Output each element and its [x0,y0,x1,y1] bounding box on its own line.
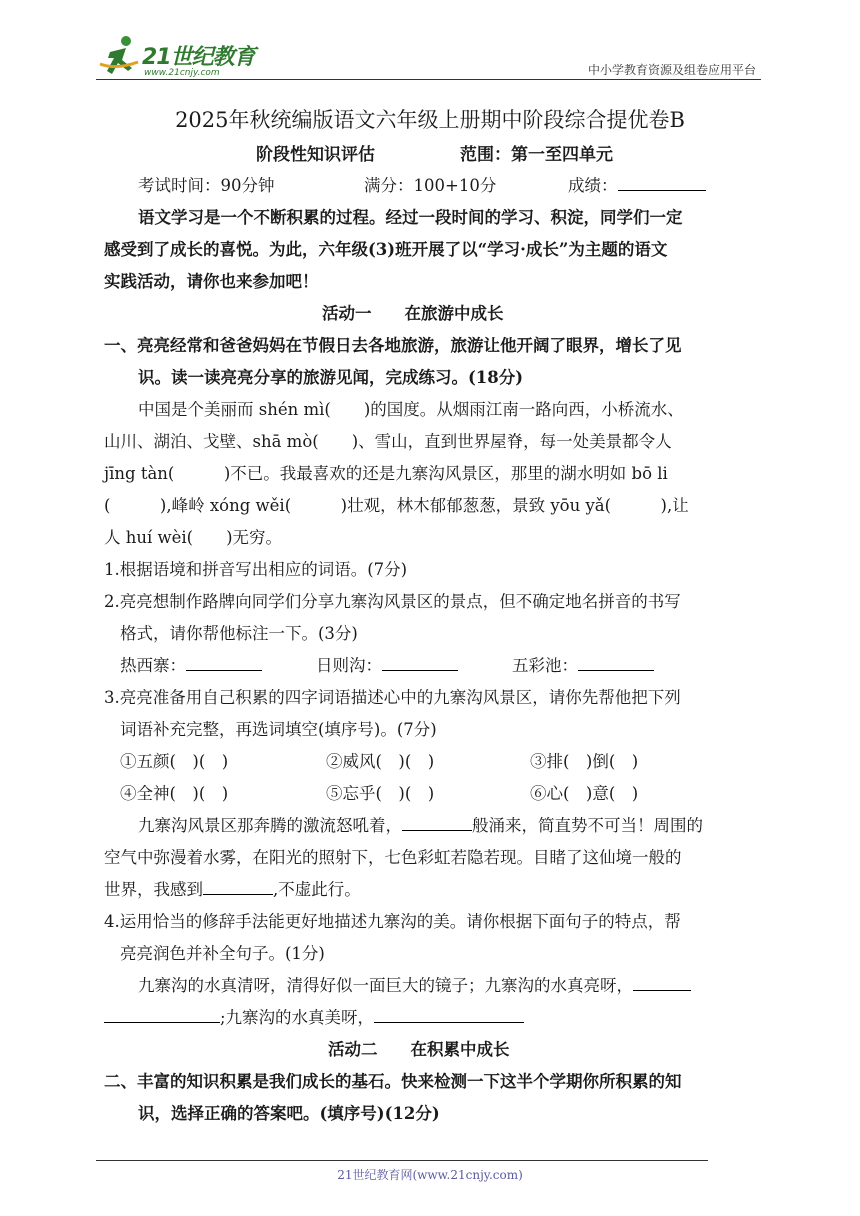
q4-blank-1b[interactable] [104,1006,220,1023]
q4-sentence-text-b: ;九寨沟的水真美呀， [220,1008,375,1027]
question-2-line-1: 2.亮亮想制作路牌向同学们分享九寨沟风景区的景点，但不确定地名拼音的书写 [104,592,681,611]
exam-score-label [568,172,706,196]
q3-blank-2[interactable] [203,878,273,895]
q2-item-2-label: 日则沟： [316,656,382,675]
q3-blank-1[interactable] [402,814,472,831]
q3-option-5: ⑤忘乎( )( ) [326,784,435,803]
q2-item-3-label: 五彩池： [512,656,578,675]
intro-line-2: 感受到了成长的喜悦。为此，六年级(3)班开展了以“学习·成长”为主题的语文 [104,240,668,259]
subtitle-right: 范围：第一至四单元 [460,145,613,165]
q4-sentence-text-a: 九寨沟的水真清呀，清得好似一面巨大的镜子；九寨沟的水真亮呀， [138,976,633,995]
question-3-line-2: 词语补充完整，再选词填空(填序号)。(7分) [120,720,437,739]
q3-passage-text-c: 世界，我感到 [104,880,203,899]
q2-item-3 [512,652,654,676]
q3-option-3: ③排( )倒( ) [530,752,639,771]
q2-item-1-blank[interactable] [186,654,262,671]
header-divider [96,79,761,80]
section-1-line-1: 一、亮亮经常和爸爸妈妈在节假日去各地旅游，旅游让他开阔了眼界，增长了见 [104,336,682,355]
q3-option-1: ①五颜( )( ) [120,752,229,771]
logo-url: www.21cnjy.com [144,68,220,78]
platform-name: 中小学教育资源及组卷应用平台 [587,63,756,77]
question-3-line-1: 3.亮亮准备用自己积累的四字词语描述心中的九寨沟风景区，请你先帮他把下列 [104,688,681,707]
activity-1-heading: 活动一 在旅游中成长 [322,304,504,323]
site-logo [96,32,266,82]
logo-text: 21世纪教育 [142,45,255,70]
intro-line-1: 语文学习是一个不断积累的过程。经过一段时间的学习、积淀，同学们一定 [138,208,683,227]
score-label: 成绩： [568,176,618,195]
q2-item-2 [316,652,458,676]
section-2-line-1: 二、丰富的知识积累是我们成长的基石。快来检测一下这半个学期你所积累的知 [104,1072,682,1091]
activity-2-heading: 活动二 在积累中成长 [328,1040,510,1059]
q4-blank-1a[interactable] [633,974,691,991]
q3-passage-line-2: 空气中弥漫着水雾，在阳光的照射下，七色彩虹若隐若现。目睹了这仙境一般的 [104,848,682,867]
exam-title: 2025年秋统编版语文六年级上册期中阶段综合提优卷B [175,108,685,132]
q3-passage-line-1 [138,812,703,836]
section-1-line-2: 识。读一读亮亮分享的旅游见闻，完成练习。(18分) [138,368,524,387]
passage-line-4: ( ),峰岭 xóng wěi( )壮观，林木郁郁葱葱，景致 yōu yǎ( ),让 [104,496,689,515]
q2-item-1 [120,652,262,676]
intro-line-3: 实践活动，请你也来参加吧！ [104,272,319,291]
q2-item-1-label: 热西寨： [120,656,186,675]
score-blank[interactable] [618,174,706,191]
q4-blank-2[interactable] [374,1006,524,1023]
question-4-line-1: 4.运用恰当的修辞手法能更好地描述九寨沟的美。请你根据下面句子的特点，帮 [104,912,681,931]
q4-sentence-line-1 [138,972,691,996]
passage-line-2: 山川、湖泊、戈壁、shā mò( )、雪山，直到世界屋脊，每一处美景都令人 [104,432,672,451]
passage-line-1: 中国是个美丽而 shén mì( )的国度。从烟雨江南一路向西，小桥流水、 [138,400,684,419]
q3-passage-text-a: 九寨沟风景区那奔腾的激流怒吼着， [138,816,402,835]
section-2-line-2: 识，选择正确的答案吧。(填序号)(12分) [138,1104,440,1123]
subtitle-left: 阶段性知识评估 [256,145,375,165]
q3-passage-line-3 [104,876,361,900]
q4-sentence-line-2 [104,1004,524,1028]
q3-passage-text-b: 般涌来，简直势不可当！周围的 [472,816,703,835]
q3-option-2: ②威风( )( ) [326,752,435,771]
exam-time: 考试时间：90分钟 [138,176,275,195]
runner-logo-icon [96,34,142,80]
question-2-line-2: 格式，请你帮他标注一下。(3分) [120,624,358,643]
q3-passage-text-d: ,不虚此行。 [273,880,361,899]
passage-line-5: 人 huí wèi( )无穷。 [104,528,283,547]
footer-divider [96,1160,708,1161]
q3-option-6: ⑥心( )意( ) [530,784,639,803]
q2-item-2-blank[interactable] [382,654,458,671]
question-1: 1.根据语境和拼音写出相应的词语。(7分) [104,560,408,579]
question-4-line-2: 亮亮润色并补全句子。(1分) [120,944,325,963]
q2-item-3-blank[interactable] [578,654,654,671]
exam-full-score: 满分：100+10分 [364,176,497,195]
passage-line-3: jīng tàn( )不已。我最喜欢的还是九寨沟风景区，那里的湖水明如 bō li [104,464,668,483]
q3-option-4: ④全神( )( ) [120,784,229,803]
footer-link[interactable]: 21世纪教育网(www.21cnjy.com) [337,1168,523,1182]
